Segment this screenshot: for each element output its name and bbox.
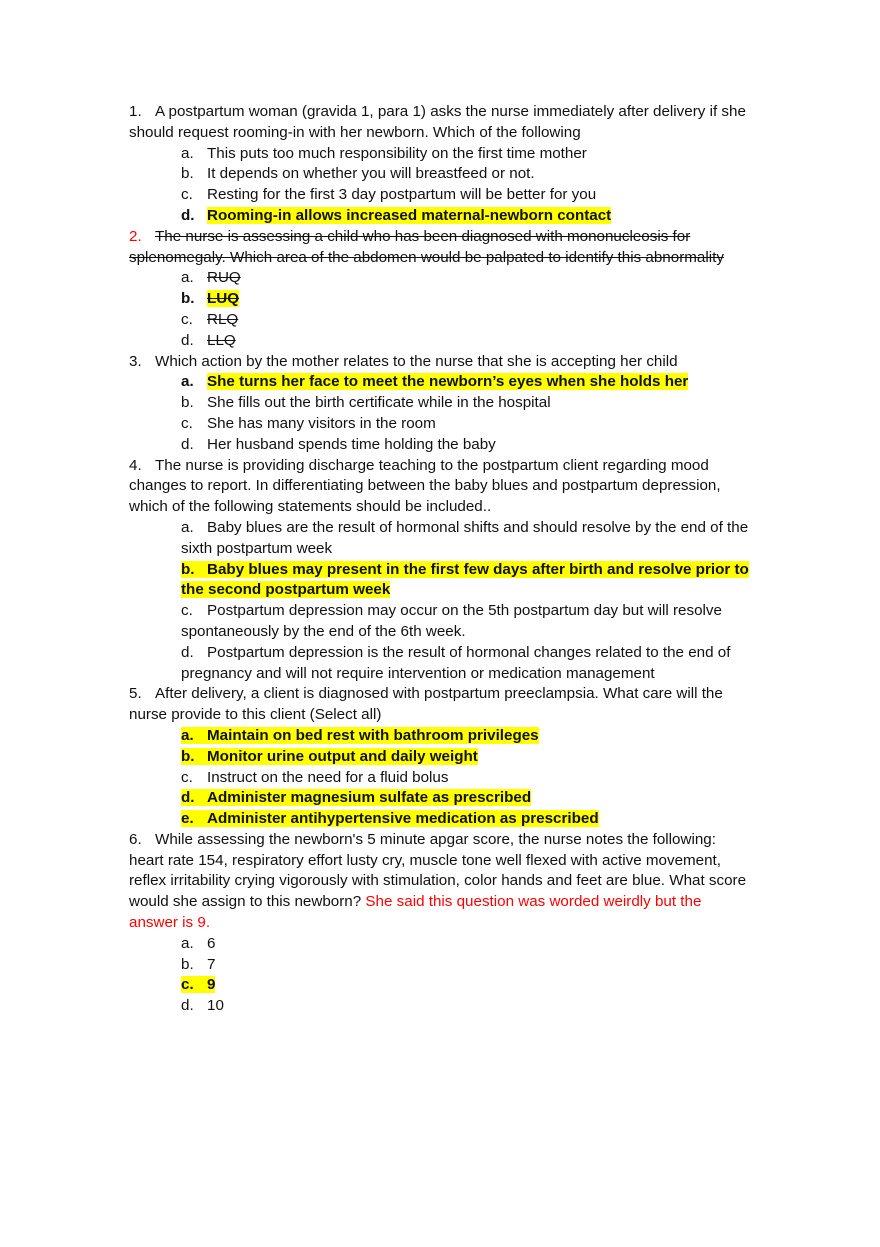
highlighted-answer: Rooming-in allows increased maternal-newborn contact: [207, 206, 612, 224]
highlighted-answer: Administer antihypertensive medication as prescribed: [207, 810, 599, 828]
question-text-line: 6. While assessing the newborn's 5 minute apgar score, the nurse notes the following:: [129, 830, 779, 851]
highlighted-answer: the second postpartum week: [181, 581, 391, 599]
answer-option: c. Resting for the first 3 day postpartum will be better for you: [181, 186, 597, 204]
question-text-line: changes to report. In differentiating between the baby blues and postpartum depression,: [129, 477, 721, 495]
correct-answer-option: b. Monitor urine output and daily weight: [181, 747, 478, 765]
question-text-line: 2. The nurse is assessing a child who has been diagnosed with mononucleosis for: [129, 227, 779, 248]
answer-option: b. It depends on whether you will breastfeed or not.: [181, 165, 535, 183]
highlighted-answer: Monitor urine output and daily weight: [207, 747, 478, 765]
question-text-line: reflex irritability crying vigorously with stimulation, color hands and feet are blue. What score: [129, 872, 747, 890]
correct-answer-option: b. LUQ: [181, 290, 240, 308]
answer-option: c. Postpartum depression may occur on the 5th postpartum day but will resolve: [181, 602, 722, 620]
answer-option: c. Instruct on the need for a fluid bolus: [181, 768, 449, 786]
correct-answer-option: a. She turns her face to meet the newborn’s eyes when she holds her: [181, 373, 689, 391]
question-text-line: which of the following statements should be included..: [129, 498, 492, 516]
question-text-line: 3. Which action by the mother relates to the nurse that she is accepting her child: [129, 352, 779, 373]
question-text-line: 4. The nurse is providing discharge teaching to the postpartum client regarding mood: [129, 456, 779, 477]
question-number: 5.: [129, 685, 142, 703]
question-text-line: 1. A postpartum woman (gravida 1, para 1) asks the nurse immediately after delivery if she: [129, 102, 779, 123]
question-6: [129, 830, 779, 1017]
correct-answer-option: c. 9: [181, 976, 216, 994]
highlighted-answer: Baby blues may present in the first few days after birth and resolve prior to: [207, 560, 749, 578]
correct-answer-option: a. Maintain on bed rest with bathroom privileges: [181, 726, 539, 744]
instructor-note: She said this question was worded weirdly but the: [365, 893, 702, 911]
highlighted-answer: 9: [207, 976, 216, 994]
answer-option: c. RLQ: [181, 310, 239, 328]
question-text-line: heart rate 154, respiratory effort lusty cry, muscle tone well flexed with active movement,: [129, 851, 721, 869]
answer-option: b. 7: [181, 955, 216, 973]
question-number: 2.: [129, 227, 142, 245]
question-5: [129, 684, 779, 830]
answer-option: d. LLQ: [181, 331, 236, 349]
highlighted-answer: She turns her face to meet the newborn’s eyes when she holds her: [207, 373, 689, 391]
correct-answer-option: d. Administer magnesium sulfate as prescribed: [181, 789, 532, 807]
answer-option-continued: spontaneously by the end of the 6th week.: [181, 622, 466, 640]
answer-option: b. She fills out the birth certificate while in the hospital: [181, 394, 551, 412]
answer-option: d. 10: [181, 997, 224, 1015]
question-1: [129, 102, 779, 227]
question-text-line: 5. After delivery, a client is diagnosed with postpartum preeclampsia. What care will the: [129, 684, 779, 705]
question-number: 4.: [129, 456, 142, 474]
question-text-line: nurse provide to this client (Select all): [129, 706, 382, 724]
answer-option: d. Her husband spends time holding the baby: [181, 435, 496, 453]
question-number: 1.: [129, 103, 142, 120]
correct-answer-option: b. Baby blues may present in the first few days after birth and resolve prior to: [181, 560, 749, 578]
question-number: 6.: [129, 830, 142, 848]
quiz-content: [129, 102, 779, 1017]
question-text-line: [129, 913, 779, 934]
answer-option: a. 6: [181, 934, 216, 952]
question-number: 3.: [129, 352, 142, 370]
correct-answer-option: e. Administer antihypertensive medication as prescribed: [181, 810, 599, 828]
correct-answer-option-continued: [181, 580, 779, 601]
question-3: [129, 352, 779, 456]
question-4: [129, 456, 779, 685]
instructor-note: answer is 9.: [129, 914, 211, 932]
answer-option: c. She has many visitors in the room: [181, 414, 436, 432]
answer-option: d. Postpartum depression is the result of hormonal changes related to the end of: [181, 643, 731, 661]
answer-option: a. RUQ: [181, 269, 241, 287]
correct-answer-option: d. Rooming-in allows increased maternal-newborn contact: [181, 206, 612, 224]
answer-option: a. This puts too much responsibility on the first time mother: [181, 144, 587, 162]
highlighted-answer: Administer magnesium sulfate as prescribed: [207, 789, 532, 807]
highlighted-answer: Maintain on bed rest with bathroom privileges: [207, 726, 539, 744]
question-text-line: should request rooming-in with her newborn. Which of the following: [129, 123, 581, 141]
answer-option-continued: pregnancy and will not require intervention or medication management: [181, 664, 655, 682]
answer-option-continued: sixth postpartum week: [181, 539, 333, 557]
question-2-struck: [129, 227, 779, 352]
question-text-line: would she assign to this newborn? She said this question was worded weirdly but the: [129, 893, 702, 911]
answer-option: a. Baby blues are the result of hormonal shifts and should resolve by the end of the: [181, 518, 749, 536]
question-text-line: splenomegaly. Which area of the abdomen would be palpated to identify this abnormality: [129, 248, 724, 266]
highlighted-answer: LUQ: [207, 290, 240, 308]
